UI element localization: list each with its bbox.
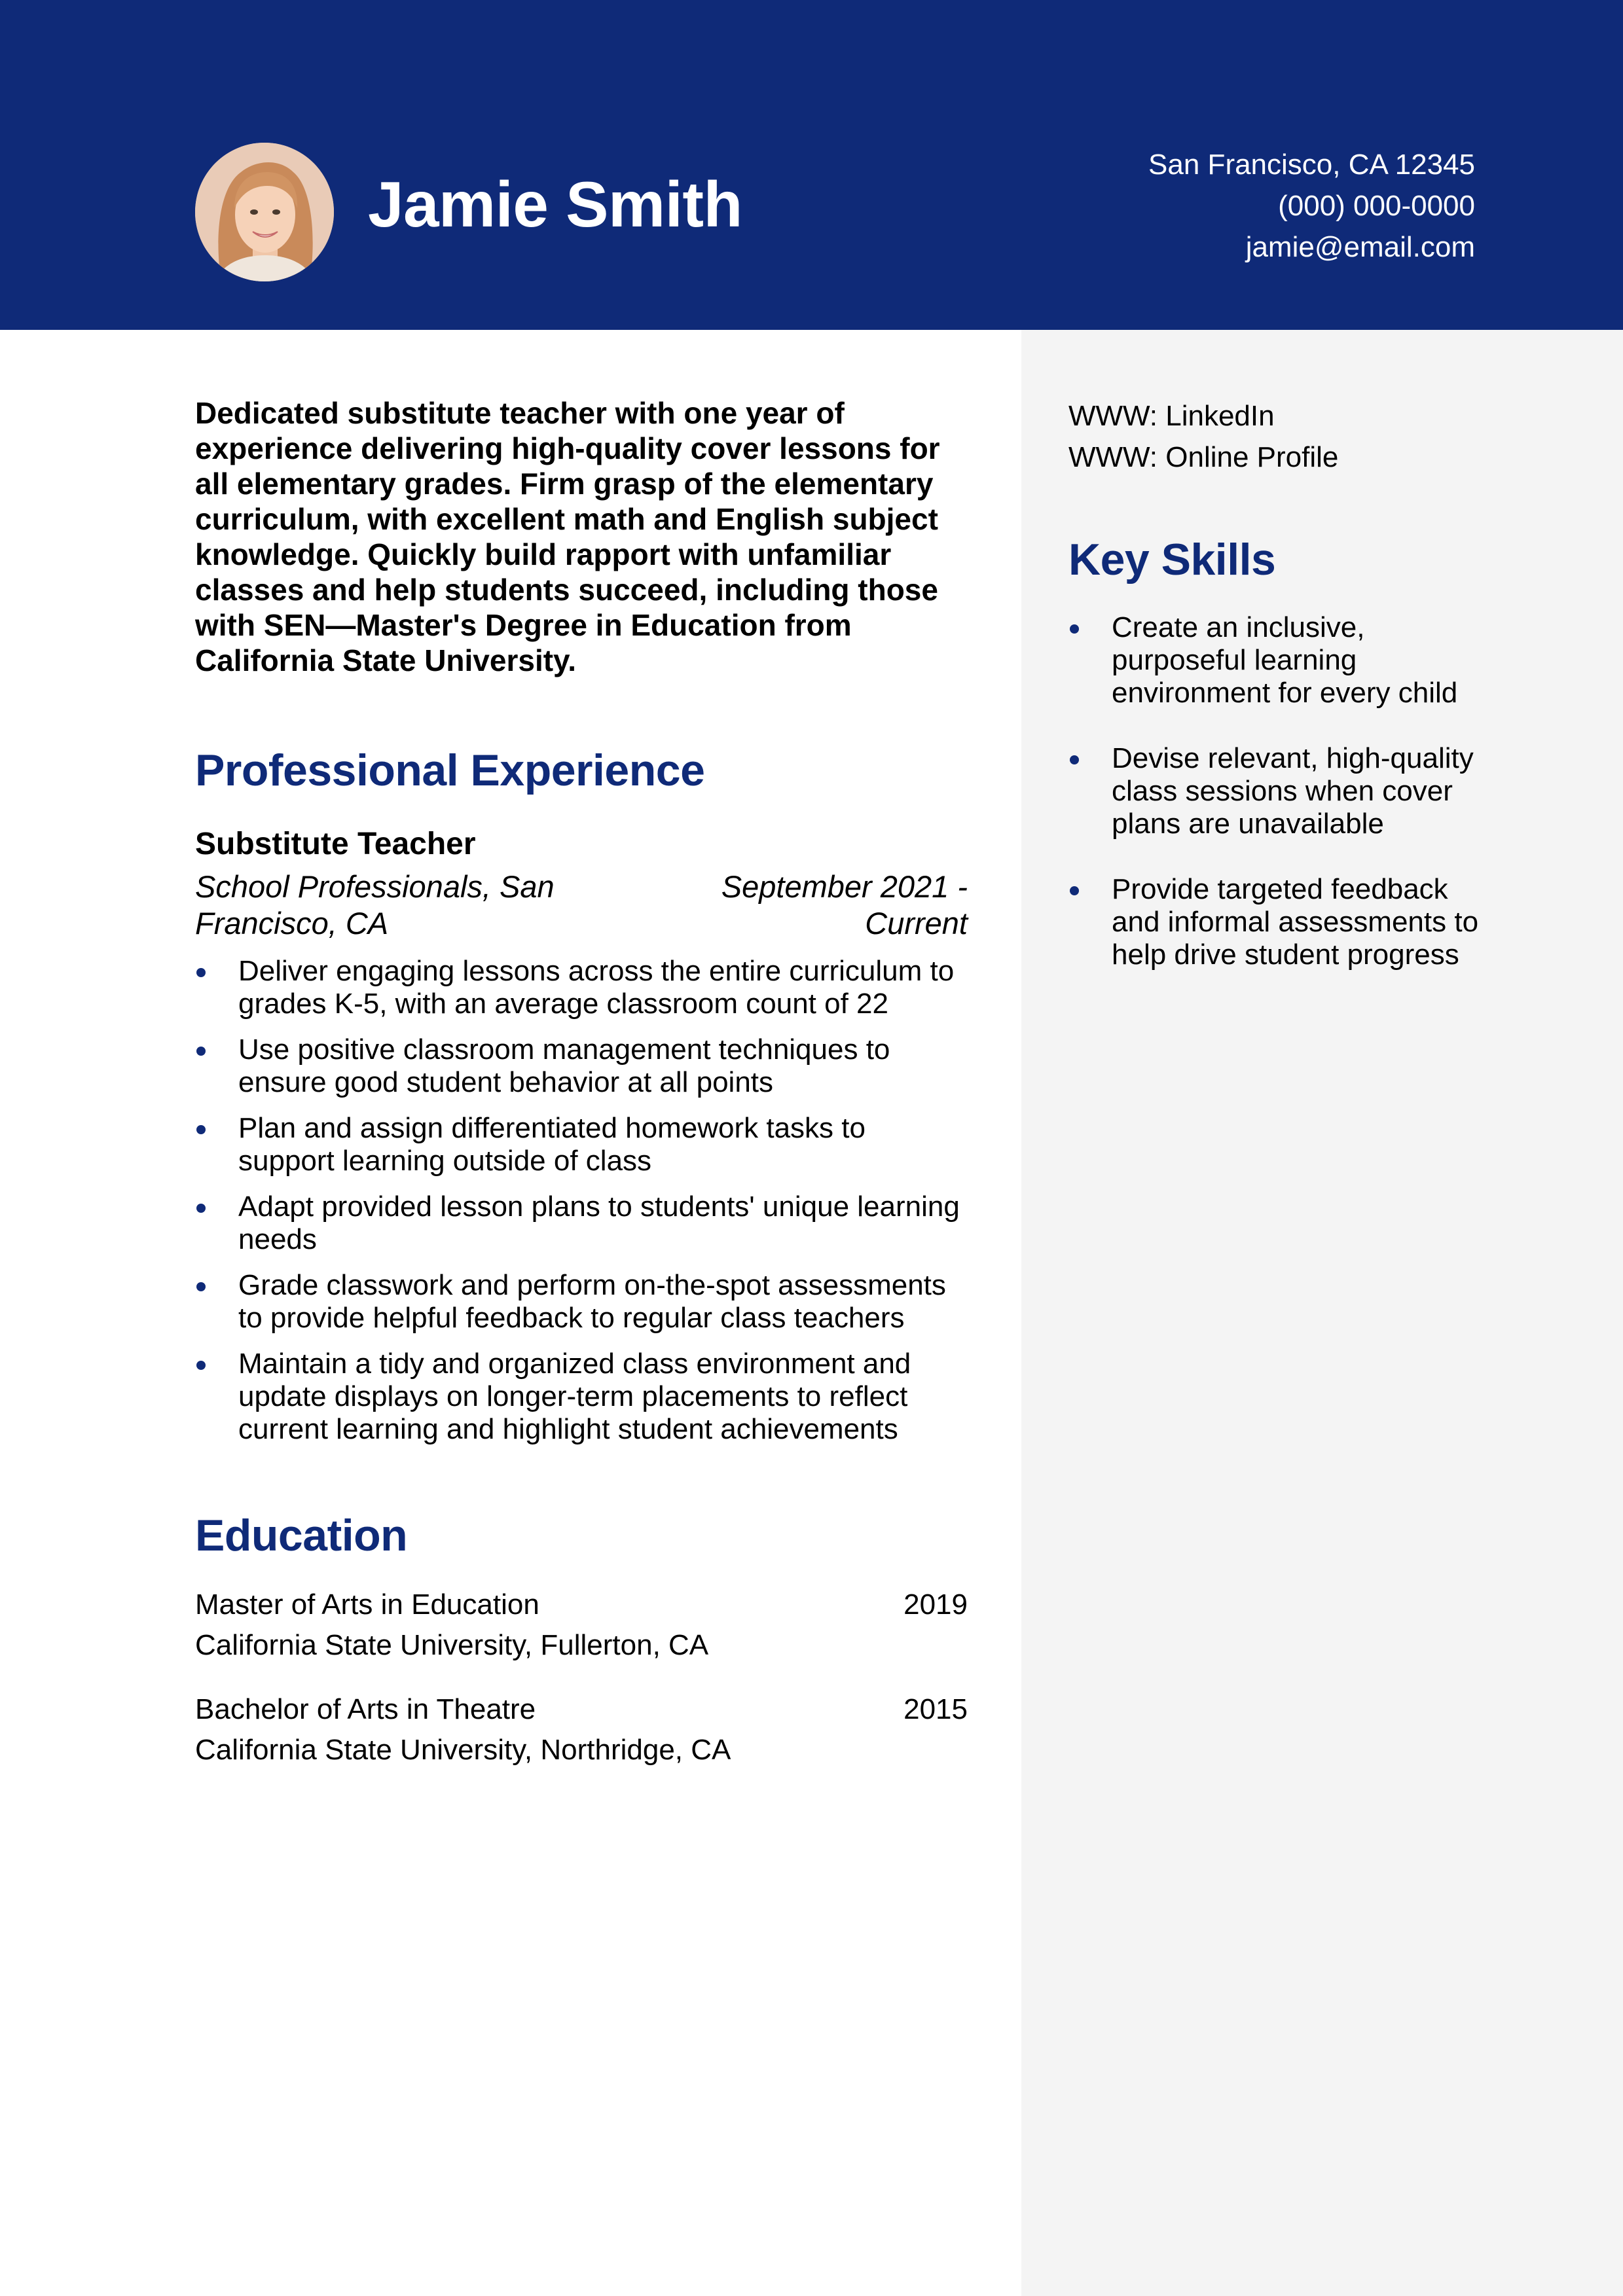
- education-school: California State University, Northridge, CA: [195, 1734, 731, 1766]
- skills-list: [1068, 611, 1501, 971]
- education-row: [195, 1689, 968, 1730]
- section-title-education: Education: [195, 1511, 408, 1560]
- job-employer: School Professionals, San Francisco, CA: [195, 869, 555, 941]
- list-item: Grade classwork and perform on-the-spot assessments to provide helpful feedback to regular class teachers: [195, 1269, 968, 1335]
- education-row: [195, 1585, 968, 1625]
- profile-links: [1068, 395, 1501, 478]
- contact-phone: (000) 000-0000: [1278, 190, 1475, 222]
- main-column: [195, 395, 968, 1770]
- link-online-profile[interactable]: WWW: Online Profile: [1068, 441, 1339, 473]
- job-entry: [195, 826, 968, 1446]
- job-bullets: [195, 955, 968, 1446]
- education-year: 2019: [903, 1588, 968, 1621]
- header-band: [0, 0, 1623, 330]
- section-title-key-skills: Key Skills: [1068, 535, 1276, 584]
- job-meta: [195, 869, 968, 942]
- section-title-experience: Professional Experience: [195, 745, 705, 795]
- education-entry: [195, 1585, 968, 1666]
- list-item: Plan and assign differentiated homework tasks to support learning outside of class: [195, 1112, 968, 1177]
- education-year: 2015: [903, 1693, 968, 1725]
- contact-address: San Francisco, CA 12345: [1148, 149, 1475, 181]
- summary-paragraph: Dedicated substitute teacher with one year of experience delivering high-quality cover lessons for all elementary grades. Firm grasp of the elementary curriculum, with excellent math and English subject knowledge. Quickly build rapport with unfamiliar classes and help students succeed, including those with SEN—Master's Degree in Education from California State University.: [195, 396, 940, 677]
- list-item: Use positive classroom management techniques to ensure good student behavior at all points: [195, 1033, 968, 1099]
- avatar-portrait-icon: [195, 143, 334, 281]
- list-item: Deliver engaging lessons across the entire curriculum to grades K-5, with an average classroom count of 22: [195, 955, 968, 1020]
- avatar: [195, 143, 334, 281]
- list-item: Provide targeted feedback and informal assessments to help drive student progress: [1068, 873, 1501, 971]
- education-school: California State University, Fullerton, CA: [195, 1629, 709, 1661]
- candidate-name: Jamie Smith: [368, 168, 742, 240]
- contact-email[interactable]: jamie@email.com: [1245, 231, 1475, 263]
- education-degree: Master of Arts in Education: [195, 1588, 539, 1621]
- education-degree: Bachelor of Arts in Theatre: [195, 1693, 536, 1725]
- list-item: Create an inclusive, purposeful learning environment for every child: [1068, 611, 1501, 709]
- link-linkedin[interactable]: WWW: LinkedIn: [1068, 400, 1275, 432]
- list-item: Maintain a tidy and organized class environment and update displays on longer-term placements to reflect current learning and highlight student achievements: [195, 1348, 968, 1446]
- job-title: Substitute Teacher: [195, 827, 476, 861]
- side-column: [1068, 395, 1501, 971]
- job-dates: September 2021 - Current: [721, 869, 968, 941]
- list-item: Adapt provided lesson plans to students' unique learning needs: [195, 1191, 968, 1256]
- list-item: Devise relevant, high-quality class sessions when cover plans are unavailable: [1068, 742, 1501, 840]
- education-entry: [195, 1689, 968, 1770]
- contact-block: [1148, 144, 1475, 268]
